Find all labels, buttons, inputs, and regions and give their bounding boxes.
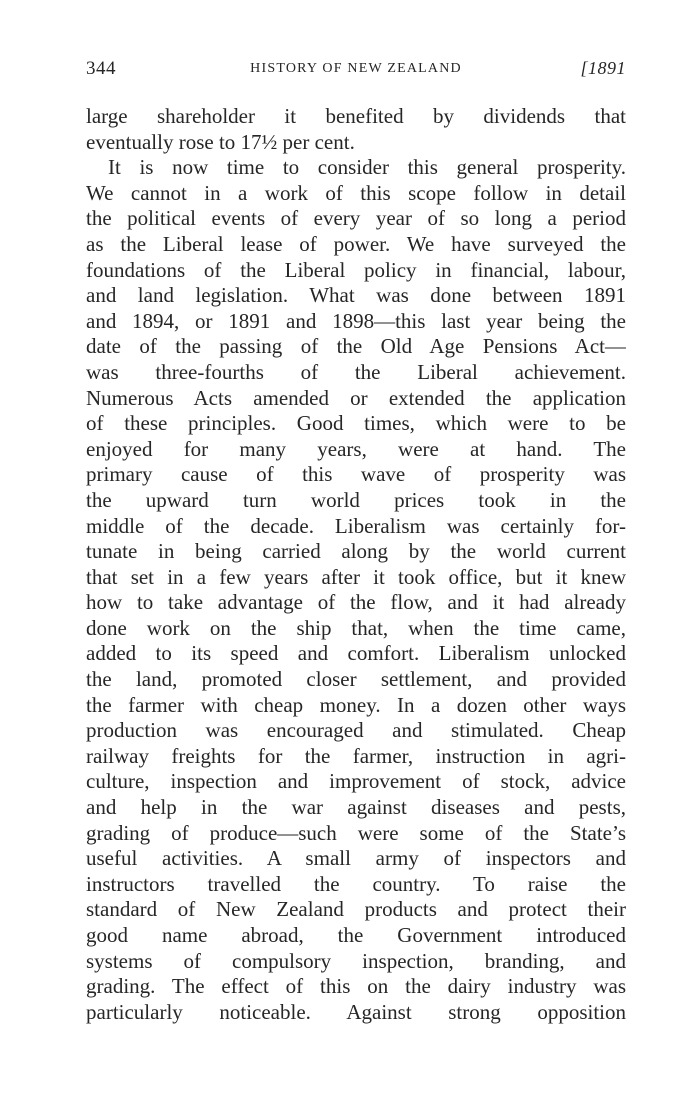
text-line: of these principles. Good times, which were to be — [86, 411, 626, 436]
text-line: large shareholder it benefited by dividends that — [86, 104, 626, 128]
text-line: good name abroad, the Government introduced — [86, 923, 626, 947]
text-line: standard of New Zealand products and protect their — [86, 897, 626, 922]
paragraph-start-line: It is now time to consider this general prosperity. — [108, 155, 626, 180]
text-line: added to its speed and comfort. Liberalism unlocked — [86, 641, 626, 666]
running-head — [86, 58, 626, 82]
text-line: date of the passing of the Old Age Pensions Act— — [86, 334, 626, 359]
year-marker: [1891 — [580, 58, 626, 78]
text-line: the farmer with cheap money. In a dozen other ways — [86, 692, 626, 717]
text-line: eventually rose to 17½ per cent. — [86, 129, 355, 154]
text-line: systems of compulsory inspection, branding, and — [86, 948, 626, 973]
text-line: the upward turn world prices took in the — [86, 487, 626, 512]
text-line: that set in a few years after it took office, but it knew — [86, 564, 626, 589]
text-line: middle of the decade. Liberalism was certainly for- — [86, 513, 626, 538]
text-line: tunate in being carried along by the world current — [86, 539, 626, 564]
text-line: done work on the ship that, when the time came, — [86, 615, 626, 640]
text-line: foundations of the Liberal policy in financial, labour, — [86, 257, 626, 282]
text-line: and land legislation. What was done between 1891 — [86, 283, 626, 308]
text-line: was three-fourths of the Liberal achievement. — [86, 359, 626, 384]
text-line: railway freights for the farmer, instruction in agri- — [86, 743, 626, 768]
text-line: Numerous Acts amended or extended the application — [86, 385, 626, 410]
text-line: and 1894, or 1891 and 1898—this last year being the — [86, 308, 626, 333]
text-line: and help in the war against diseases and pests, — [86, 795, 626, 820]
text-line: useful activities. A small army of inspectors and — [86, 846, 626, 871]
text-line: grading of produce—such were some of the State’s — [86, 820, 626, 845]
text-line: instructors travelled the country. To raise the — [86, 871, 626, 896]
text-line: production was encouraged and stimulated. Cheap — [86, 718, 626, 743]
text-line: primary cause of this wave of prosperity was — [86, 462, 626, 487]
text-line: grading. The effect of this on the dairy industry was — [86, 974, 626, 999]
text-line: We cannot in a work of this scope follow in detail — [86, 180, 626, 205]
text-line: as the Liberal lease of power. We have surveyed the — [86, 231, 626, 256]
text-line: the political events of every year of so long a period — [86, 206, 626, 231]
book-title: HISTORY OF NEW ZEALAND — [250, 61, 462, 76]
body-text — [86, 104, 626, 1025]
text-line: the land, promoted closer settlement, and provided — [86, 667, 626, 692]
text-line: particularly noticeable. Against strong opposition — [86, 999, 626, 1024]
text-line: culture, inspection and improvement of stock, advice — [86, 769, 626, 794]
page-number: 344 — [86, 58, 116, 79]
text-line: enjoyed for many years, were at hand. The — [86, 436, 626, 461]
text-line: how to take advantage of the flow, and it had already — [86, 590, 626, 615]
